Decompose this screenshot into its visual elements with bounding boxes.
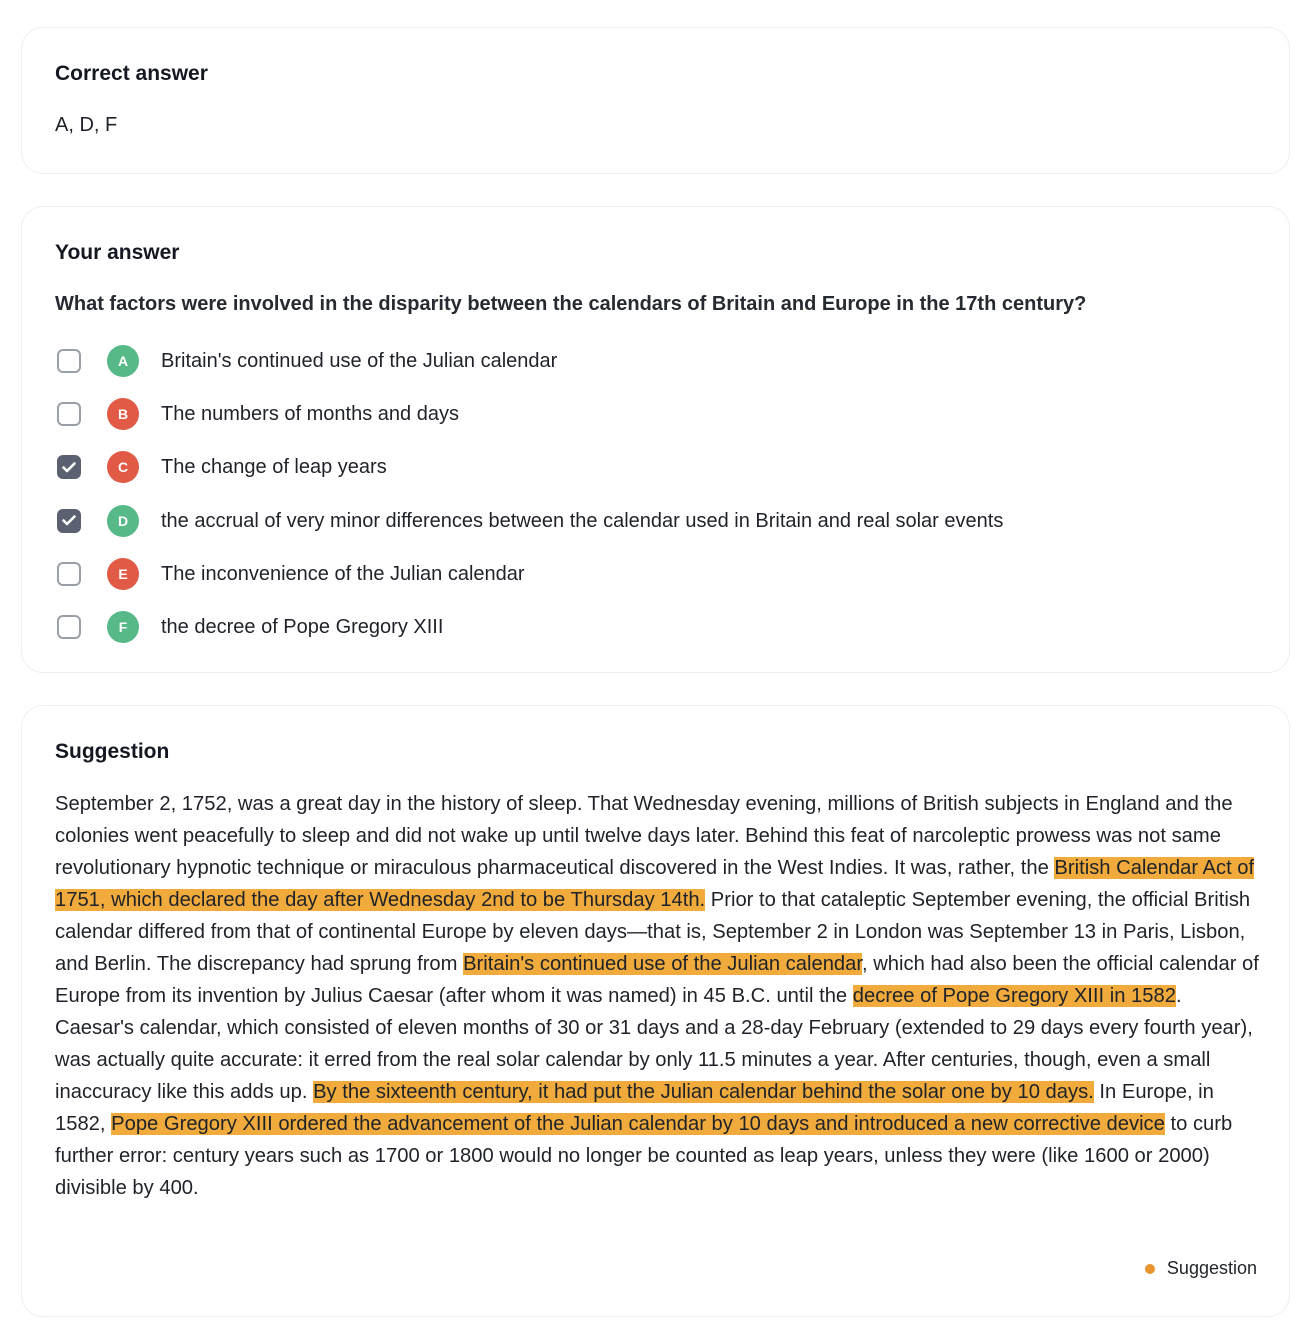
suggestion-passage bbox=[55, 788, 1265, 1204]
checkbox[interactable] bbox=[57, 562, 81, 586]
suggestion-card bbox=[21, 705, 1290, 1317]
suggestion-title: Suggestion bbox=[55, 740, 170, 763]
option-b[interactable] bbox=[57, 398, 1257, 430]
option-letter-badge: C bbox=[107, 451, 139, 483]
option-f[interactable] bbox=[57, 611, 1257, 643]
option-letter-badge: E bbox=[107, 558, 139, 590]
option-label: The inconvenience of the Julian calendar bbox=[161, 562, 525, 585]
checkbox[interactable] bbox=[57, 402, 81, 426]
your-answer-title: Your answer bbox=[55, 241, 180, 264]
passage-text: September 2, 1752, was a great day in the history of sleep. That Wednesday evening, millions of British subjects in England and the colonies went peacefully to sleep and did not wake up until twelve days later. Behind this feat of narcoleptic prowess was not same revolutionary hypnotic technique or miraculous pharmaceutical discovered in the West Indies. It was, rather, the bbox=[55, 793, 1233, 879]
checkmark-icon bbox=[62, 515, 76, 526]
option-d[interactable] bbox=[57, 505, 1257, 537]
checkmark-icon bbox=[62, 462, 76, 473]
passage-highlight: decree of Pope Gregory XIII in 1582 bbox=[852, 985, 1176, 1007]
your-answer-card bbox=[21, 206, 1290, 673]
passage-text: Prior to that cataleptic September evening, the official British calendar differed from that of continental Europe by eleven days—that is, September 2 in London was September 13 in Paris, Lisbon, and Berlin. The discrepancy had sprung from bbox=[55, 889, 1251, 975]
passage-text: . Caesar's calendar, which consisted of eleven months of 30 or 31 days and a 28-day February (extended to 29 days every fourth year), was actually quite accurate: it erred from the real solar calendar by only 11.5 minutes a year. After centuries, though, even a small inaccuracy like this adds up. bbox=[55, 985, 1253, 1103]
option-c[interactable] bbox=[57, 451, 1257, 483]
correct-answer-card bbox=[21, 27, 1290, 174]
legend-dot-icon bbox=[1145, 1264, 1155, 1274]
option-letter-badge: F bbox=[107, 611, 139, 643]
option-e[interactable] bbox=[57, 558, 1257, 590]
question-text: What factors were involved in the disparity between the calendars of Britain and Europe in the 17th century? bbox=[55, 293, 1087, 315]
correct-answer-title: Correct answer bbox=[55, 62, 208, 85]
checkbox[interactable] bbox=[57, 349, 81, 373]
checkbox[interactable] bbox=[57, 455, 81, 479]
option-letter-badge: A bbox=[107, 345, 139, 377]
passage-highlight: By the sixteenth century, it had put the Julian calendar behind the solar one by 10 days. bbox=[313, 1081, 1094, 1103]
passage-highlight: Pope Gregory XIII ordered the advancement of the Julian calendar by 10 days and introduced a new corrective device bbox=[111, 1113, 1165, 1135]
option-letter-badge: D bbox=[107, 505, 139, 537]
passage-highlight: Britain's continued use of the Julian calendar bbox=[463, 953, 862, 975]
checkbox[interactable] bbox=[57, 509, 81, 533]
options-list bbox=[57, 345, 1257, 664]
option-label: The numbers of months and days bbox=[161, 403, 459, 426]
option-a[interactable] bbox=[57, 345, 1257, 377]
legend-label: Suggestion bbox=[1166, 1258, 1257, 1278]
option-label: the accrual of very minor differences between the calendar used in Britain and real solar events bbox=[161, 509, 1004, 532]
option-letter-badge: B bbox=[107, 398, 139, 430]
passage-highlight: British Calendar Act of 1751, which declared the day after Wednesday 2nd to be Thursday 14th. bbox=[55, 857, 1255, 911]
checkbox[interactable] bbox=[57, 615, 81, 639]
suggestion-legend bbox=[1145, 1258, 1257, 1279]
passage-text: In Europe, in 1582, bbox=[55, 1081, 1214, 1135]
option-label: the decree of Pope Gregory XIII bbox=[161, 615, 444, 638]
passage-text: to curb further error: century years such as 1700 or 1800 would no longer be counted as leap years, unless they were (like 1600 or 2000) divisible by 400. bbox=[55, 1113, 1233, 1199]
passage-text: , which had also been the official calendar of Europe from its invention by Julius Caesar (after whom it was named) in 45 B.C. until the bbox=[55, 953, 1259, 1007]
option-label: The change of leap years bbox=[161, 456, 387, 479]
option-label: Britain's continued use of the Julian calendar bbox=[161, 350, 558, 372]
correct-answer-value: A, D, F bbox=[55, 114, 118, 136]
